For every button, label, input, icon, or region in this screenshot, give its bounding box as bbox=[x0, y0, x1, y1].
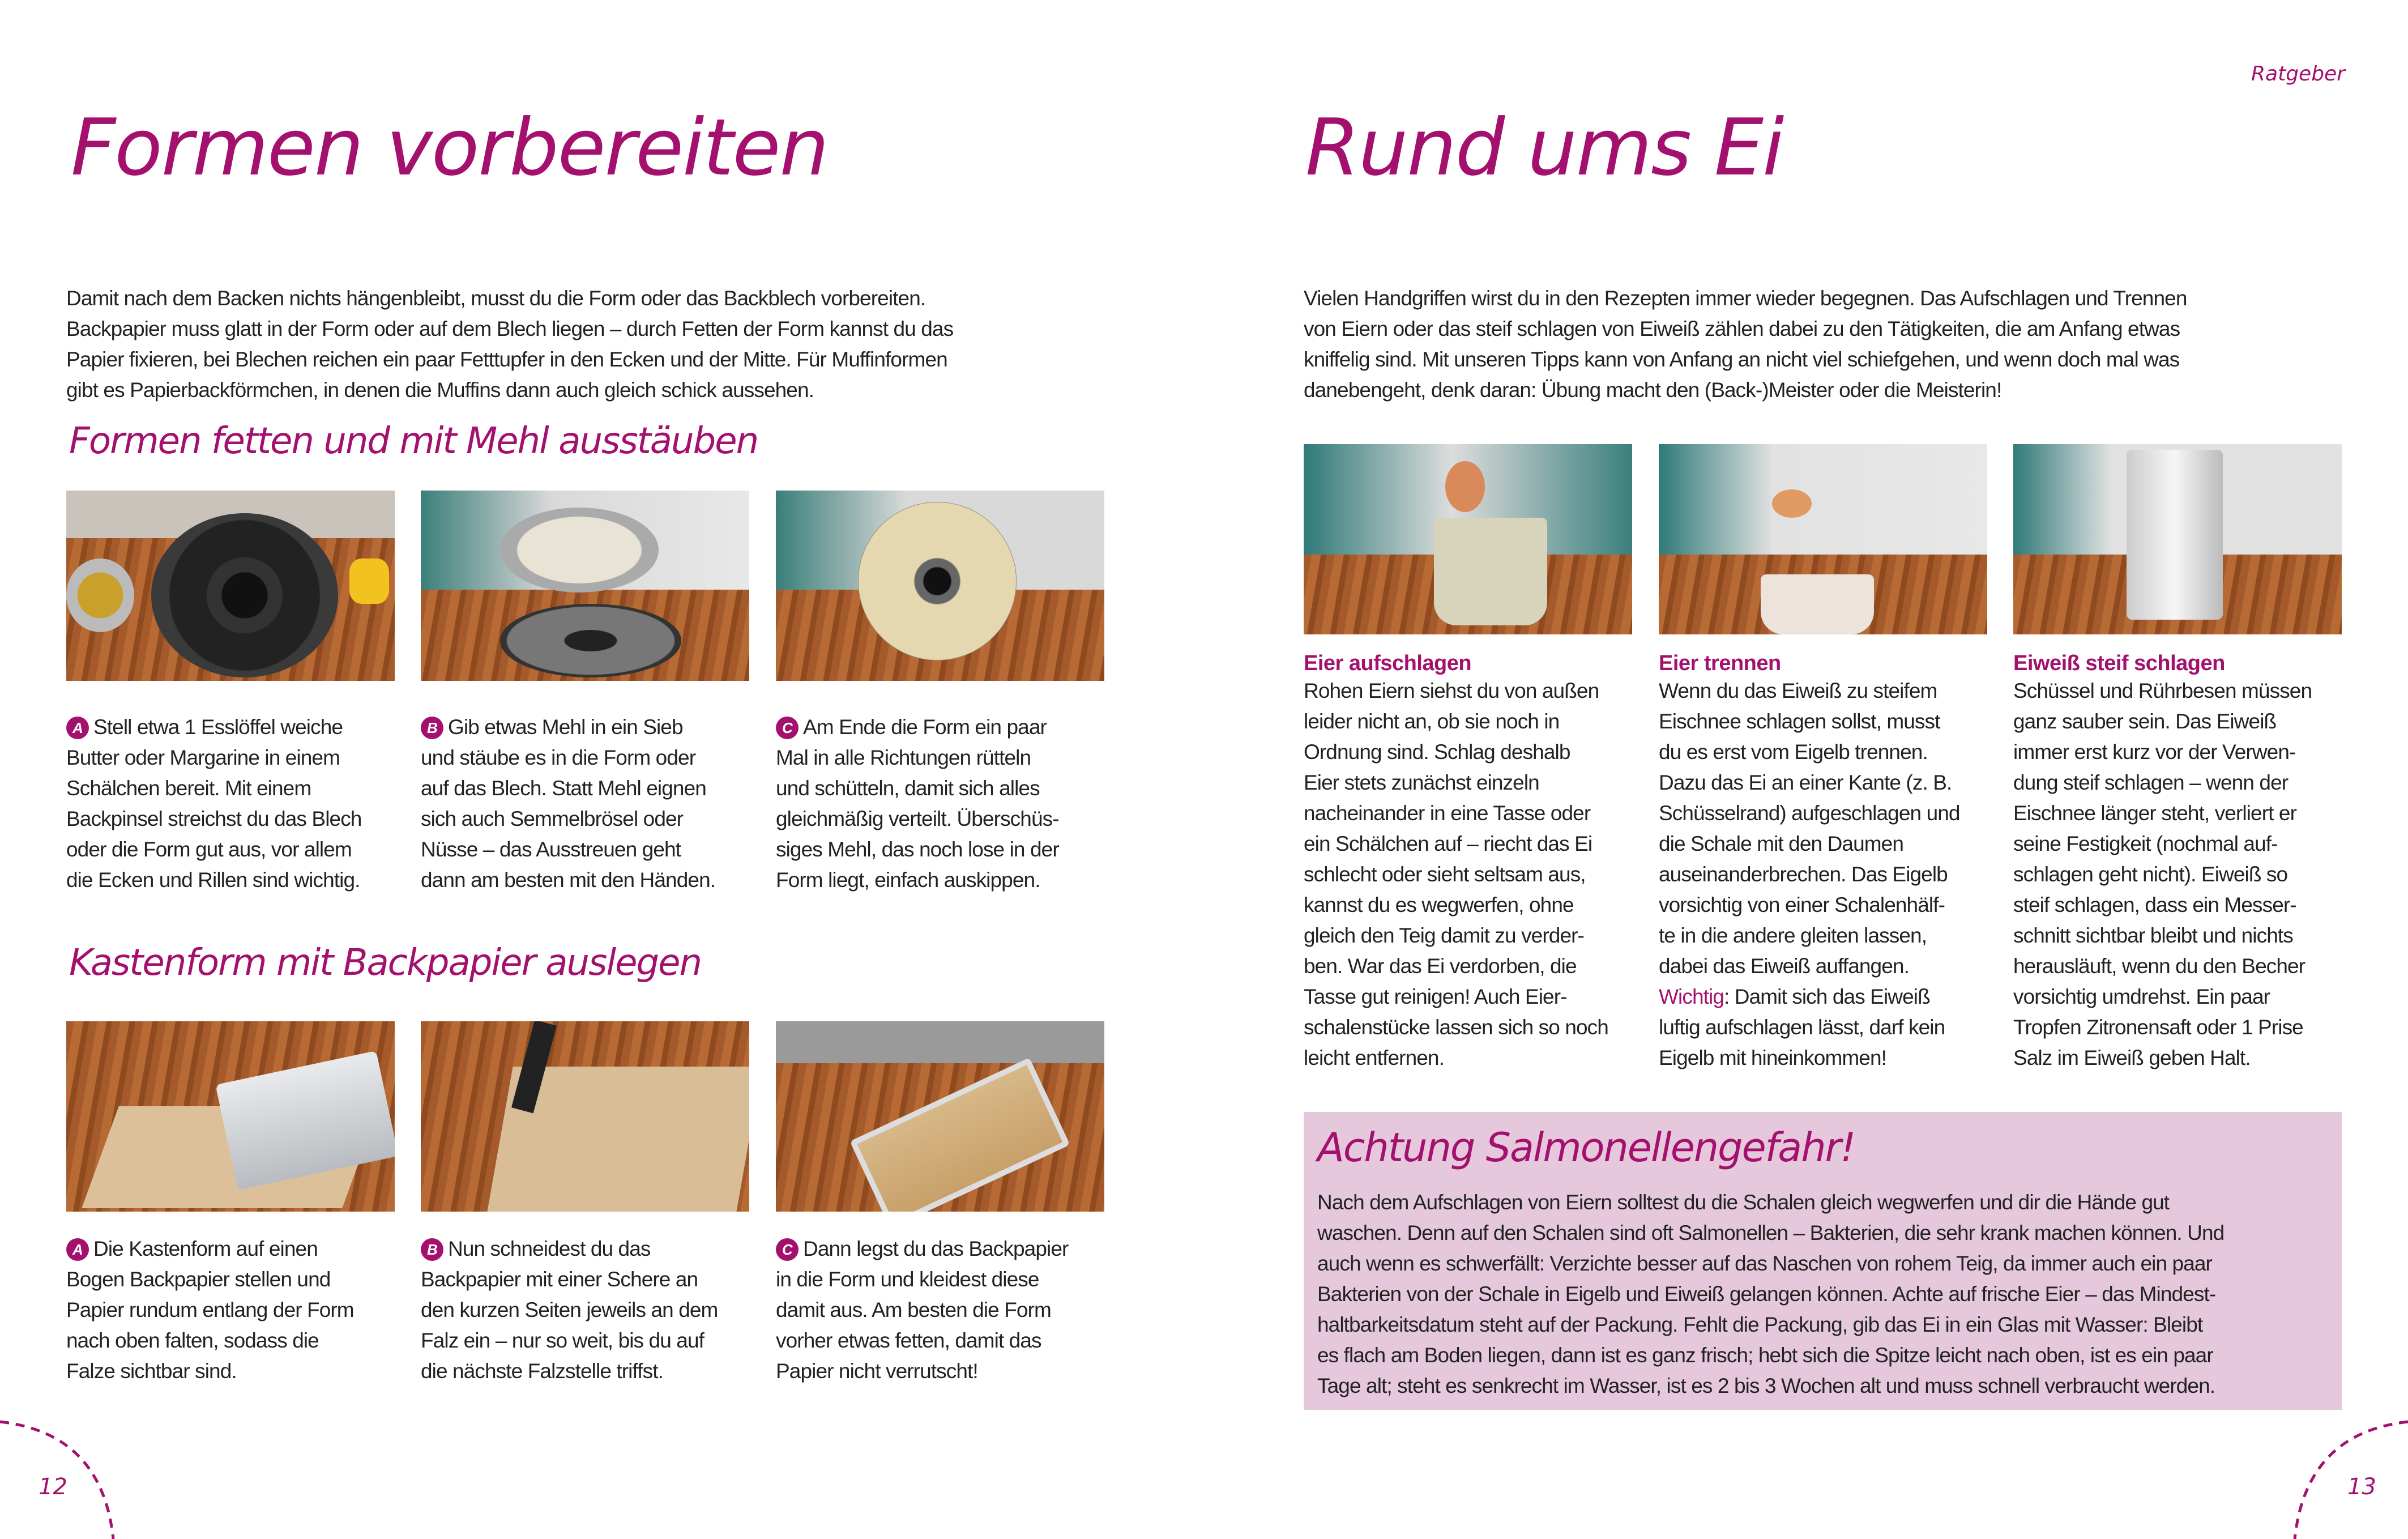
page-title-left: Formen vorbereiten bbox=[71, 102, 828, 193]
note-label: Wichtig bbox=[1659, 985, 1724, 1008]
step-badge: B bbox=[421, 717, 443, 739]
page-number-left: 12 bbox=[39, 1474, 67, 1500]
step-badge: C bbox=[776, 1238, 799, 1261]
intro-left: Damit nach dem Backen nichts hängenbleibt, musst du die Form oder das Backblech vorbereiten. Backpapier muss glatt in der Form oder auf dem Blech liegen – durch Fetten der Form kannst du das Papier fixieren, bei Blechen reichen ein paar Fetttupfer in den Ecken und der Mitte. Für Muffinformen gibt es Papierbackförmchen, in denen die Muffins dann auch gleich schick aussehen. bbox=[66, 287, 954, 402]
column-heading: Eier aufschlagen bbox=[1304, 651, 1472, 675]
column-heading: Eier trennen bbox=[1659, 651, 1781, 675]
step-1c bbox=[776, 712, 1110, 896]
step-badge: A bbox=[66, 1238, 89, 1261]
section-label: Ratgeber bbox=[2251, 62, 2345, 86]
photo-cracking-egg bbox=[1304, 444, 1632, 634]
step-text: Stell etwa 1 Esslöffel weiche Butter oder Margarine in einem Schälchen bereit. Mit einem Backpinsel streichst du das Blech oder die Form gut aus, vor allem die Ecken und Rillen sind wichtig. bbox=[66, 715, 362, 892]
step-text: Gib etwas Mehl in ein Sieb und stäube es in die Form oder auf das Blech. Statt Mehl eignen sich auch Semmelbrösel oder Nüsse – das Ausstreuen geht dann am besten mit den Händen. bbox=[421, 715, 716, 892]
column-eiweiss-steif-schlagen bbox=[2013, 651, 2353, 1073]
step-1a bbox=[66, 712, 400, 896]
photo-dusting-flour bbox=[421, 491, 749, 681]
photo-greasing-pan bbox=[66, 491, 395, 681]
photo-loaf-pan-on-paper bbox=[66, 1021, 395, 1212]
step-1b bbox=[421, 712, 755, 896]
page-title-right: Rund ums Ei bbox=[1305, 102, 1783, 193]
column-heading: Eiweiß steif schlagen bbox=[2013, 651, 2225, 675]
step-text: Am Ende die Form ein paar Mal in alle Richtungen rütteln und schütteln, damit sich alles gleichmäßig verteilt. Überschüs- siges Mehl, das noch lose in der Form liegt, einfach auskippen. bbox=[776, 715, 1059, 892]
section-heading-2: Kastenform mit Backpapier auslegen bbox=[69, 942, 702, 984]
intro-right: Vielen Handgriffen wirst du in den Rezepten immer wieder begegnen. Das Aufschlagen und Trennen von Eiern oder das steif schlagen von Eiweiß zählen dabei zu den Tätigkeiten, die am Anfang etwas kniffelig sind. Mit unseren Tipps kann von Anfang an nicht viel schiefgehen, und wenn doch mal was danebengeht, denk daran: Übung macht den (Back-)Meister oder die Meisterin! bbox=[1304, 287, 2187, 402]
step-text: Nun schneidest du das Backpapier mit einer Schere an den kurzen Seiten jeweils an dem Falz ein – nur so weit, bis du auf die nächste Falzstelle triffst. bbox=[421, 1237, 718, 1383]
column-text: Wenn du das Eiweiß zu steifem Eischnee schlagen sollst, musst du es erst vom Eigelb trennen. Dazu das Ei an einer Kante (z. B. Schüsselrand) aufgeschlagen und die Schale mit den Daumen auseinanderbrechen. Das Eigelb vorsichtig von einer Schalenhälf- te in die andere gleiten lassen, dabei das Eiweiß auffangen. bbox=[1659, 679, 1960, 978]
note-text: : Damit sich das Eiweiß luftig aufschlagen lässt, darf kein Eigelb mit hineinkommen! bbox=[1659, 985, 1945, 1069]
warning-text: Nach dem Aufschlagen von Eiern solltest du die Schalen gleich wegwerfen und dir die Hände gut waschen. Denn auf den Schalen sind oft Salmonellen – Bakterien, die sehr krank machen können. Und auch wenn es schwerfällt: Verzichte besser auf das Naschen von rohem Teig, da immer auch ein paar Bakterien von der Schale in Eigelb und Eiweiß gelangen können. Achte auf frische Eier – das Mindest- haltbarkeitsdatum steht auf der Packung. Fehlt die Packung, gib das Ei in ein Glas mit Wasser: Bleibt es flach am Boden liegen, dann ist es ganz frisch; hebt sich die Spitze leicht nach oben, ist es ein paar Tage alt; steht es senkrecht im Wasser, ist es 2 bis 3 Wochen alt und muss schnell verbraucht werden. bbox=[1317, 1191, 2225, 1397]
photo-separating-egg bbox=[1659, 444, 1987, 634]
step-badge: C bbox=[776, 717, 799, 739]
column-text: Schüssel und Rührbesen müssen ganz sauber sein. Das Eiweiß immer erst kurz vor der Verwen- dung steif schlagen – wenn der Eischnee länger steht, verliert er seine Festigkeit (nochmal auf- schlagen geht nicht). Eiweiß so steif schlagen, dass ein Messer- schnitt sichtbar bleibt und nichts herausläuft, wenn du den Becher vorsichtig umdrehst. Ein paar Tropfen Zitronensaft oder 1 Prise Salz im Eiweiß geben Halt. bbox=[2013, 679, 2312, 1069]
page-number-right: 13 bbox=[2347, 1474, 2376, 1500]
photo-lining-pan bbox=[776, 1021, 1104, 1212]
section-heading-1: Formen fetten und mit Mehl ausstäuben bbox=[69, 420, 758, 462]
step-badge: B bbox=[421, 1238, 443, 1261]
corner-dashed-arc-right bbox=[2283, 1410, 2408, 1539]
photo-shaking-pan bbox=[776, 491, 1104, 681]
column-eier-trennen bbox=[1659, 651, 1999, 1073]
step-2c bbox=[776, 1234, 1110, 1387]
column-eier-aufschlagen bbox=[1304, 651, 1643, 1073]
photo-whisking-egg-white bbox=[2013, 444, 2342, 634]
photo-cutting-paper bbox=[421, 1021, 749, 1212]
step-2b bbox=[421, 1234, 755, 1387]
step-text: Dann legst du das Backpapier in die Form und kleidest diese damit aus. Am besten die Form vorher etwas fetten, damit das Papier nicht verrutscht! bbox=[776, 1237, 1069, 1383]
column-text: Rohen Eiern siehst du von außen leider nicht an, ob sie noch in Ordnung sind. Schlag deshalb Eier stets zunächst einzeln nacheinander in eine Tasse oder ein Schälchen auf – riecht das Ei schlecht oder sieht seltsam aus, kannst du es wegwerfen, ohne gleich den Teig damit zu verder- ben. War das Ei verdorben, die Tasse gut reinigen! Auch Eier- schalenstücke lassen sich so noch leicht entfernen. bbox=[1304, 679, 1608, 1069]
step-text: Die Kastenform auf einen Bogen Backpapier stellen und Papier rundum entlang der Form nach oben falten, sodass die Falze sichtbar sind. bbox=[66, 1237, 354, 1383]
warning-heading: Achtung Salmonellengefahr! bbox=[1317, 1124, 1855, 1171]
warning-box bbox=[1304, 1112, 2342, 1410]
step-badge: A bbox=[66, 717, 89, 739]
step-2a bbox=[66, 1234, 400, 1387]
